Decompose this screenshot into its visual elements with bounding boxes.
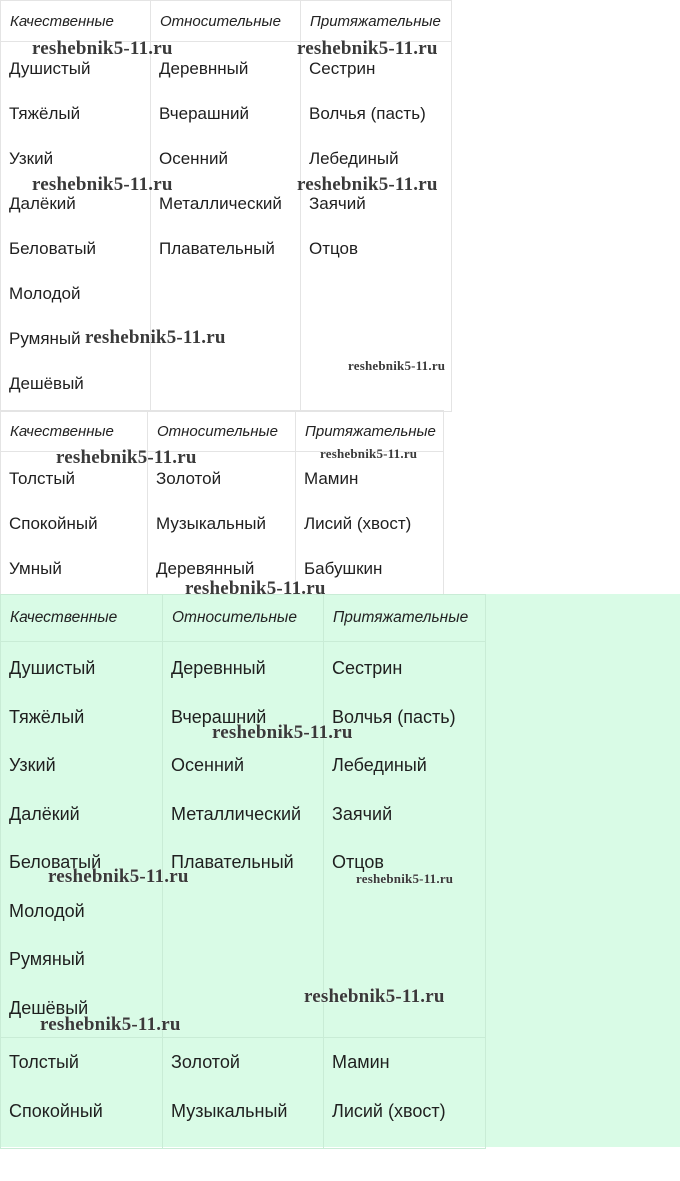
watermark-text: reshebnik5-11.ru	[304, 986, 445, 1007]
watermark-text: reshebnik5-11.ru	[297, 38, 438, 59]
adjectives-table-2	[0, 410, 444, 595]
watermark-text: reshebnik5-11.ru	[297, 174, 438, 195]
list-item: Волчья (пасть)	[332, 706, 456, 727]
header-possessive: Притяжательные	[296, 411, 444, 452]
watermark-text: reshebnik5-11.ru	[48, 866, 189, 887]
header-qualitative: Качественные	[1, 1, 151, 42]
column-relative	[163, 642, 324, 1038]
list-item: Толстый	[9, 469, 76, 488]
list-item: Металлический	[159, 194, 282, 213]
list-item: Волчья (пасть)	[309, 104, 426, 123]
list-item: Отцов	[309, 239, 359, 258]
list-item: Металлический	[171, 803, 302, 824]
list-item: Дешёвый	[9, 997, 89, 1018]
table-row	[1, 642, 486, 1038]
list-item: Музыкальный	[171, 1100, 288, 1121]
watermark-text: reshebnik5-11.ru	[356, 871, 454, 886]
list-item: Заячий	[332, 803, 393, 824]
column-possessive	[301, 42, 452, 412]
list-item: Румяный	[9, 329, 81, 348]
list-item: Румяный	[9, 949, 85, 969]
watermark-text: reshebnik5-11.ru	[40, 1014, 181, 1035]
column-qualitative	[1, 642, 163, 1038]
list-item: Золотой	[171, 1052, 240, 1072]
watermark-text: reshebnik5-11.ru	[185, 578, 326, 599]
column-relative	[151, 42, 301, 412]
list-item: Толстый	[9, 1052, 79, 1072]
list-item: Осенний	[171, 755, 245, 775]
list-item: Музыкальный	[156, 514, 267, 533]
list-item: Деревянный	[156, 559, 255, 578]
list-item: Плавательный	[171, 852, 294, 872]
column-relative	[163, 1038, 324, 1149]
header-possessive: Притяжательные	[324, 595, 486, 642]
list-item: Сестрин	[309, 59, 376, 78]
table-row	[1, 42, 452, 412]
watermark-text: reshebnik5-11.ru	[56, 447, 197, 468]
list-item: Мамин	[332, 1052, 390, 1072]
list-item: Вчерашний	[159, 104, 250, 123]
list-item: Лисий (хвост)	[304, 514, 412, 533]
list-item: Сестрин	[332, 658, 403, 678]
list-item: Отцов	[332, 852, 384, 872]
list-item: Вчерашний	[171, 706, 267, 727]
table-row	[1, 452, 444, 595]
list-item: Заячий	[309, 194, 366, 213]
header-qualitative: Качественные	[1, 595, 163, 642]
list-item: Душистый	[9, 59, 91, 78]
list-item: Спокойный	[9, 514, 98, 533]
column-qualitative	[1, 1038, 163, 1149]
list-item: Дешёвый	[9, 374, 84, 393]
list-item: Деревнный	[159, 59, 249, 78]
list-item: Осенний	[159, 149, 228, 168]
list-item: Узкий	[9, 755, 56, 775]
list-item: Далёкий	[9, 194, 76, 213]
list-item: Молодой	[9, 284, 81, 303]
header-relative: Относительные	[151, 1, 301, 42]
column-relative	[148, 452, 296, 595]
watermark-text: reshebnik5-11.ru	[32, 174, 173, 195]
list-item: Узкий	[9, 149, 54, 168]
list-item: Беловатый	[9, 239, 97, 258]
list-item: Тяжёлый	[9, 706, 85, 727]
list-item: Плавательный	[159, 239, 275, 258]
watermark-text: reshebnik5-11.ru	[85, 327, 226, 348]
list-item: Молодой	[9, 900, 85, 921]
list-item: Душистый	[9, 658, 96, 678]
list-item: Лебединый	[309, 149, 399, 168]
table-header-row	[1, 595, 486, 642]
column-possessive	[324, 1038, 486, 1149]
watermark-text: reshebnik5-11.ru	[348, 358, 446, 373]
column-possessive	[324, 642, 486, 1038]
watermark-text: reshebnik5-11.ru	[320, 446, 418, 461]
header-relative: Относительные	[148, 411, 296, 452]
column-possessive	[296, 452, 444, 595]
header-relative: Относительные	[163, 595, 324, 642]
table-header-row	[1, 1, 452, 42]
column-qualitative	[1, 452, 148, 595]
column-qualitative	[1, 42, 151, 412]
adjectives-table-1	[0, 0, 452, 412]
table-row	[1, 1038, 486, 1149]
list-item: Умный	[9, 559, 62, 578]
list-item: Лисий (хвост)	[332, 1100, 446, 1121]
watermark-text: reshebnik5-11.ru	[32, 38, 173, 59]
list-item: Тяжёлый	[9, 104, 81, 123]
header-qualitative: Качественные	[1, 411, 148, 452]
list-item: Бабушкин	[304, 559, 383, 578]
list-item: Далёкий	[9, 803, 80, 824]
list-item: Деревнный	[171, 658, 266, 678]
list-item: Лебединый	[332, 755, 427, 775]
header-possessive: Притяжательные	[301, 1, 452, 42]
list-item: Беловатый	[9, 852, 102, 872]
watermark-text: reshebnik5-11.ru	[212, 722, 353, 743]
list-item: Золотой	[156, 469, 222, 488]
list-item: Мамин	[304, 469, 359, 488]
list-item: Спокойный	[9, 1100, 103, 1121]
